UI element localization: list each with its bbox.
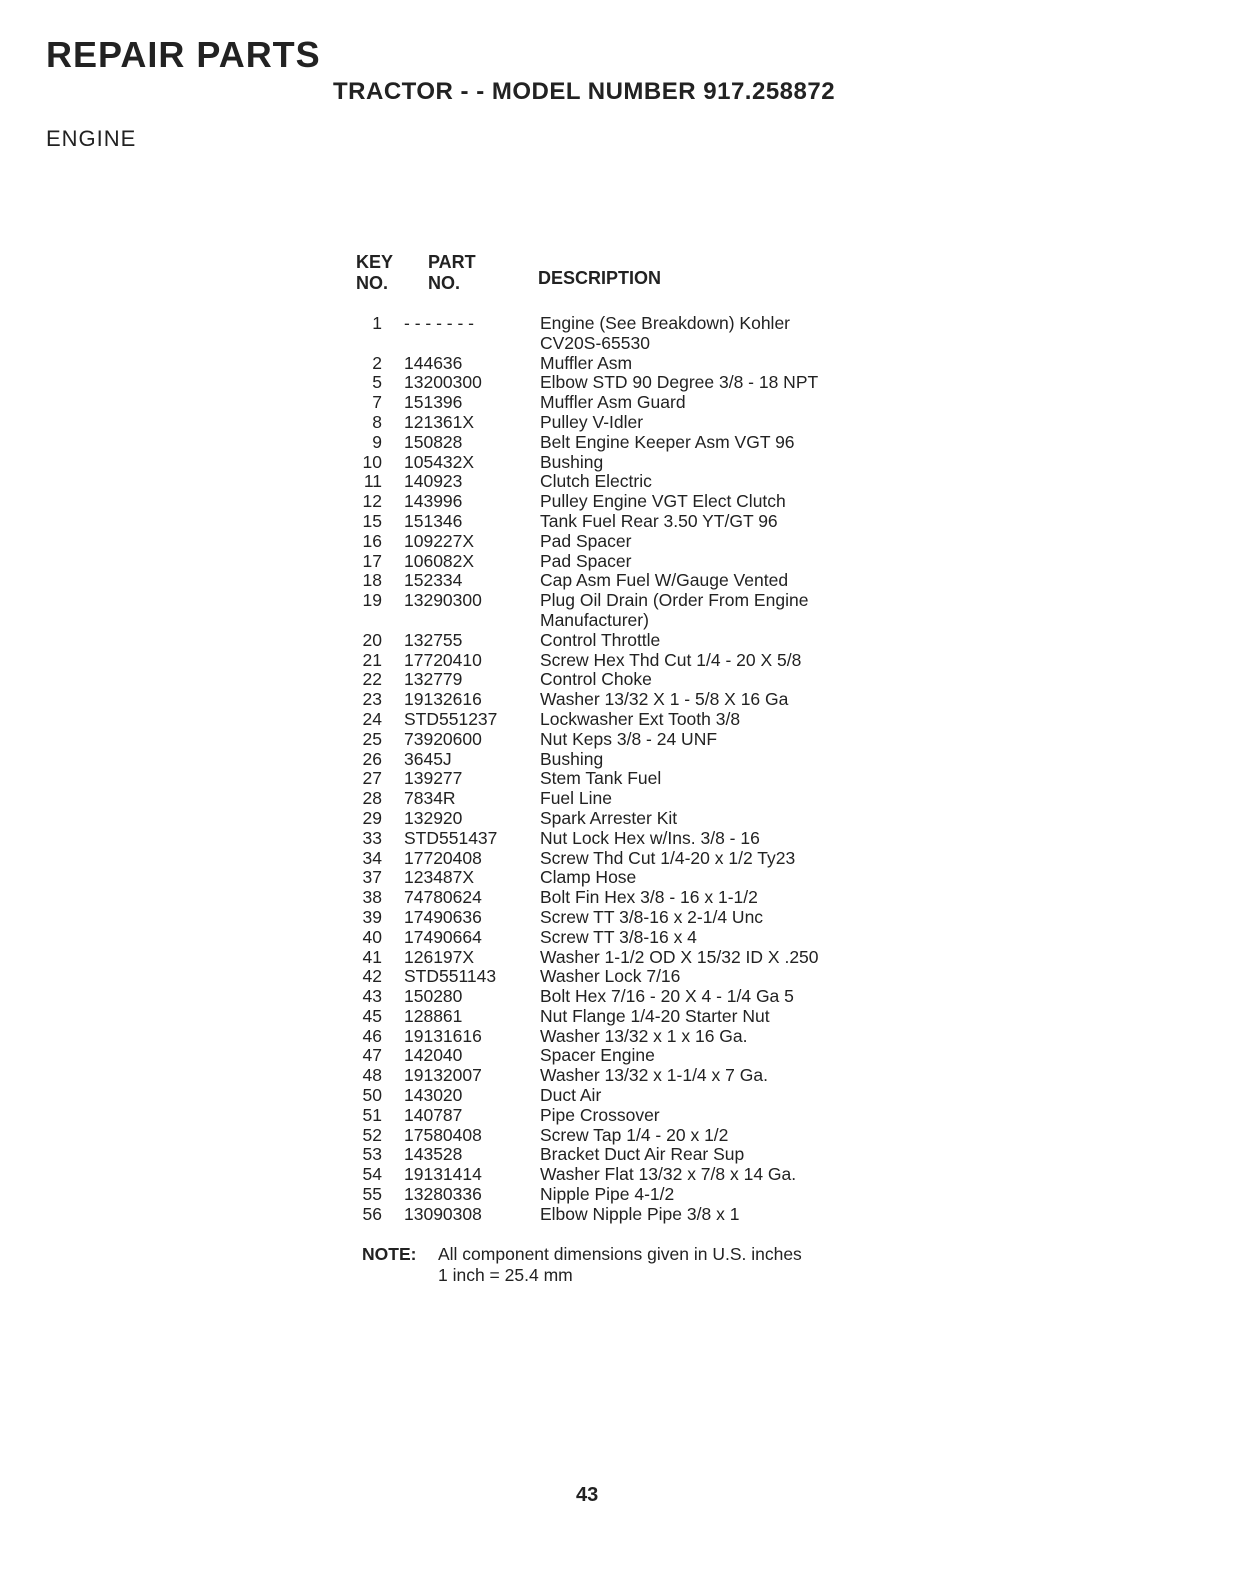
key-number: 1 bbox=[372, 313, 382, 333]
part-description bbox=[540, 750, 892, 770]
part-number: 17580408 bbox=[404, 1124, 482, 1145]
description-line: Cap Asm Fuel W/Gauge Vented bbox=[540, 570, 789, 591]
part-number: 106082X bbox=[404, 550, 475, 571]
description-line: Washer Flat 13/32 x 7/8 x 14 Ga. bbox=[540, 1164, 797, 1185]
key-number: 42 bbox=[362, 966, 382, 987]
parts-row bbox=[352, 373, 892, 393]
parts-row bbox=[352, 472, 892, 492]
parts-row bbox=[352, 1007, 892, 1027]
page-title: REPAIR PARTS bbox=[46, 34, 321, 75]
parts-row bbox=[352, 532, 892, 552]
description-line: Control Throttle bbox=[540, 629, 661, 650]
parts-row bbox=[352, 948, 892, 968]
part-number: 13090308 bbox=[404, 1203, 482, 1224]
description-line: Bushing bbox=[540, 451, 604, 472]
key-number: 51 bbox=[362, 1104, 382, 1125]
part-description bbox=[540, 928, 892, 948]
parts-row bbox=[352, 413, 892, 433]
model-number-title: TRACTOR - - MODEL NUMBER 917.258872 bbox=[333, 78, 836, 105]
description-line: Washer 13/32 X 1 - 5/8 X 16 Ga bbox=[540, 689, 789, 710]
parts-row bbox=[352, 492, 892, 512]
part-description bbox=[540, 1007, 892, 1027]
part-number: 19132007 bbox=[404, 1065, 482, 1086]
part-description bbox=[540, 1145, 892, 1165]
key-number: 29 bbox=[362, 807, 382, 828]
description-line: Spark Arrester Kit bbox=[540, 807, 678, 828]
part-description bbox=[540, 1165, 892, 1185]
parts-row bbox=[352, 908, 892, 928]
parts-row bbox=[352, 1205, 892, 1225]
parts-row bbox=[352, 849, 892, 869]
parts-row bbox=[352, 710, 892, 730]
part-number: 151396 bbox=[404, 392, 463, 413]
parts-row bbox=[352, 354, 892, 374]
description-line: Fuel Line bbox=[540, 788, 612, 809]
part-description bbox=[540, 1126, 892, 1146]
description-line: Nut Flange 1/4-20 Starter Nut bbox=[540, 1005, 770, 1026]
parts-row bbox=[352, 393, 892, 413]
part-number: 140923 bbox=[404, 471, 463, 492]
part-number: 19132616 bbox=[404, 689, 482, 710]
description-line: Screw TT 3/8-16 x 2-1/4 Unc bbox=[540, 906, 764, 927]
parts-row bbox=[352, 1106, 892, 1126]
part-description bbox=[540, 1106, 892, 1126]
key-number: 38 bbox=[362, 887, 382, 908]
parts-row bbox=[352, 433, 892, 453]
part-number: STD551237 bbox=[404, 708, 498, 729]
description-line: Muffler Asm bbox=[540, 352, 633, 373]
description-line: Pulley Engine VGT Elect Clutch bbox=[540, 491, 786, 512]
parts-row bbox=[352, 571, 892, 591]
key-number: 46 bbox=[362, 1025, 382, 1046]
part-number: 17720408 bbox=[404, 847, 482, 868]
description-line: Screw Hex Thd Cut 1/4 - 20 X 5/8 bbox=[540, 649, 802, 670]
description-line: Washer 13/32 x 1-1/4 x 7 Ga. bbox=[540, 1065, 768, 1086]
key-number: 56 bbox=[362, 1203, 382, 1224]
parts-row bbox=[352, 1046, 892, 1066]
part-number: 74780624 bbox=[404, 887, 482, 908]
part-description bbox=[540, 849, 892, 869]
parts-row bbox=[352, 670, 892, 690]
description-line: Screw Thd Cut 1/4-20 x 1/2 Ty23 bbox=[540, 847, 796, 868]
parts-row bbox=[352, 1086, 892, 1106]
part-description bbox=[540, 314, 892, 354]
part-description bbox=[540, 1027, 892, 1047]
part-number: - - - - - - - bbox=[404, 313, 474, 333]
key-number: 28 bbox=[362, 788, 382, 809]
parts-row bbox=[352, 690, 892, 710]
parts-row bbox=[352, 829, 892, 849]
part-number: 123487X bbox=[404, 867, 475, 888]
key-number: 37 bbox=[362, 867, 382, 888]
description-line: Muffler Asm Guard bbox=[540, 392, 686, 413]
description-line: Bolt Fin Hex 3/8 - 16 x 1-1/2 bbox=[540, 887, 758, 908]
key-number: 34 bbox=[362, 847, 382, 868]
part-description bbox=[540, 354, 892, 374]
description-line: Tank Fuel Rear 3.50 YT/GT 96 bbox=[540, 510, 778, 531]
part-description bbox=[540, 730, 892, 750]
description-line: Clamp Hose bbox=[540, 867, 637, 888]
note-label: NOTE: bbox=[362, 1244, 417, 1264]
parts-row bbox=[352, 1126, 892, 1146]
key-number: 33 bbox=[362, 827, 382, 848]
part-description bbox=[540, 552, 892, 572]
part-header-line1: PART bbox=[428, 252, 476, 272]
parts-row bbox=[352, 769, 892, 789]
part-number: STD551437 bbox=[404, 827, 498, 848]
key-number: 45 bbox=[362, 1005, 382, 1026]
key-number: 26 bbox=[362, 748, 382, 769]
parts-row bbox=[352, 928, 892, 948]
parts-row bbox=[352, 750, 892, 770]
parts-row bbox=[352, 967, 892, 987]
part-description bbox=[540, 769, 892, 789]
part-description bbox=[540, 948, 892, 968]
part-description bbox=[540, 1046, 892, 1066]
parts-row bbox=[352, 512, 892, 532]
key-number: 12 bbox=[362, 491, 382, 512]
part-description bbox=[540, 908, 892, 928]
part-description bbox=[540, 710, 892, 730]
key-number: 25 bbox=[362, 728, 382, 749]
part-description bbox=[540, 1066, 892, 1086]
description-line: Clutch Electric bbox=[540, 471, 652, 492]
key-number: 15 bbox=[362, 510, 382, 531]
part-number: 132779 bbox=[404, 669, 463, 690]
part-description bbox=[540, 453, 892, 473]
key-no-column-header bbox=[356, 252, 393, 294]
part-description bbox=[540, 433, 892, 453]
part-number: 13200300 bbox=[404, 372, 482, 393]
part-description bbox=[540, 651, 892, 671]
description-line: Nipple Pipe 4-1/2 bbox=[540, 1184, 675, 1205]
part-description bbox=[540, 492, 892, 512]
description-line: Pipe Crossover bbox=[540, 1104, 660, 1125]
part-description bbox=[540, 829, 892, 849]
key-number: 50 bbox=[362, 1085, 382, 1106]
description-line: Manufacturer) bbox=[540, 609, 649, 630]
description-line: Pad Spacer bbox=[540, 530, 632, 551]
part-description bbox=[540, 809, 892, 829]
part-description bbox=[540, 393, 892, 413]
description-line: Stem Tank Fuel bbox=[540, 768, 662, 789]
description-column-header: DESCRIPTION bbox=[538, 268, 662, 288]
part-description bbox=[540, 373, 892, 393]
part-description bbox=[540, 888, 892, 908]
part-number: 139277 bbox=[404, 768, 463, 789]
part-number: 109227X bbox=[404, 530, 475, 551]
description-line: Pulley V-Idler bbox=[540, 411, 644, 432]
part-number: 150828 bbox=[404, 431, 463, 452]
part-description bbox=[540, 512, 892, 532]
part-number: 132755 bbox=[404, 629, 463, 650]
description-line: Washer 13/32 x 1 x 16 Ga. bbox=[540, 1025, 748, 1046]
part-description bbox=[540, 413, 892, 433]
key-number: 11 bbox=[363, 471, 382, 492]
key-number: 43 bbox=[362, 986, 382, 1007]
key-number: 54 bbox=[362, 1164, 382, 1185]
part-number: 140787 bbox=[404, 1104, 463, 1125]
part-no-column-header bbox=[428, 252, 476, 294]
description-line: Nut Lock Hex w/Ins. 3/8 - 16 bbox=[540, 827, 760, 848]
parts-row bbox=[352, 314, 892, 354]
part-description bbox=[540, 571, 892, 591]
key-number: 48 bbox=[362, 1065, 382, 1086]
part-number: 143528 bbox=[404, 1144, 463, 1165]
description-line: Nut Keps 3/8 - 24 UNF bbox=[540, 728, 718, 749]
description-line: Pad Spacer bbox=[540, 550, 632, 571]
note bbox=[362, 1244, 802, 1286]
key-number: 16 bbox=[362, 530, 382, 551]
description-line: Bushing bbox=[540, 748, 604, 769]
key-number: 52 bbox=[362, 1124, 382, 1145]
parts-row bbox=[352, 987, 892, 1007]
part-number: 17720410 bbox=[404, 649, 482, 670]
key-number: 18 bbox=[362, 570, 382, 591]
part-number: 73920600 bbox=[404, 728, 482, 749]
part-description bbox=[540, 868, 892, 888]
key-number: 17 bbox=[362, 550, 382, 571]
parts-row bbox=[352, 888, 892, 908]
part-number: 17490636 bbox=[404, 906, 482, 927]
parts-row bbox=[352, 730, 892, 750]
parts-row bbox=[352, 1145, 892, 1165]
key-number: 9 bbox=[372, 431, 382, 452]
part-number: 19131616 bbox=[404, 1025, 482, 1046]
description-line: Engine (See Breakdown) Kohler bbox=[540, 313, 791, 333]
part-number: 128861 bbox=[404, 1005, 463, 1026]
parts-row bbox=[352, 1165, 892, 1185]
key-number: 5 bbox=[372, 372, 382, 393]
parts-row bbox=[352, 1027, 892, 1047]
parts-row bbox=[352, 591, 892, 631]
key-header-line2: NO. bbox=[356, 273, 389, 293]
part-description bbox=[540, 1086, 892, 1106]
part-description bbox=[540, 532, 892, 552]
part-number: 13290300 bbox=[404, 590, 482, 611]
key-number: 39 bbox=[362, 906, 382, 927]
key-number: 2 bbox=[372, 352, 382, 373]
parts-row bbox=[352, 1066, 892, 1086]
part-description bbox=[540, 670, 892, 690]
description-line: Screw TT 3/8-16 x 4 bbox=[540, 926, 697, 947]
part-number: 143020 bbox=[404, 1085, 463, 1106]
key-number: 47 bbox=[362, 1045, 382, 1066]
parts-row bbox=[352, 631, 892, 651]
description-line: Elbow Nipple Pipe 3/8 x 1 bbox=[540, 1203, 740, 1224]
part-number: 17490664 bbox=[404, 926, 482, 947]
key-header-line1: KEY bbox=[356, 252, 394, 272]
key-number: 40 bbox=[362, 926, 382, 947]
parts-row bbox=[352, 552, 892, 572]
description-line: Control Choke bbox=[540, 669, 652, 690]
part-description bbox=[540, 1205, 892, 1225]
part-description bbox=[540, 690, 892, 710]
part-number: 19131414 bbox=[404, 1164, 482, 1185]
note-line-1: All component dimensions given in U.S. inches bbox=[438, 1244, 802, 1264]
part-number: 150280 bbox=[404, 986, 463, 1007]
part-number: 132920 bbox=[404, 807, 463, 828]
parts-list bbox=[352, 314, 892, 1225]
description-line: Washer 1-1/2 OD X 15/32 ID X .250 bbox=[540, 946, 819, 967]
description-line: Elbow STD 90 Degree 3/8 - 18 NPT bbox=[540, 372, 819, 393]
key-number: 8 bbox=[372, 411, 382, 432]
part-number: 3645J bbox=[404, 748, 452, 769]
part-description bbox=[540, 631, 892, 651]
key-number: 19 bbox=[362, 590, 382, 611]
key-number: 20 bbox=[362, 629, 382, 650]
description-line: CV20S-65530 bbox=[540, 332, 650, 353]
parts-row bbox=[352, 453, 892, 473]
description-line: Duct Air bbox=[540, 1085, 602, 1106]
parts-row bbox=[352, 809, 892, 829]
part-description bbox=[540, 789, 892, 809]
part-number: 121361X bbox=[404, 411, 475, 432]
description-line: Bracket Duct Air Rear Sup bbox=[540, 1144, 745, 1165]
parts-row bbox=[352, 789, 892, 809]
part-description bbox=[540, 967, 892, 987]
part-description bbox=[540, 1185, 892, 1205]
description-line: Bolt Hex 7/16 - 20 X 4 - 1/4 Ga 5 bbox=[540, 986, 794, 1007]
part-description bbox=[540, 987, 892, 1007]
key-number: 7 bbox=[372, 392, 382, 413]
key-number: 53 bbox=[362, 1144, 382, 1165]
part-number: 152334 bbox=[404, 570, 463, 591]
key-number: 21 bbox=[362, 649, 382, 670]
part-number: 142040 bbox=[404, 1045, 463, 1066]
description-line: Spacer Engine bbox=[540, 1045, 655, 1066]
part-number: 151346 bbox=[404, 510, 463, 531]
page-number: 43 bbox=[576, 1484, 599, 1506]
part-number: 13280336 bbox=[404, 1184, 482, 1205]
part-number: 105432X bbox=[404, 451, 475, 472]
description-line: Belt Engine Keeper Asm VGT 96 bbox=[540, 431, 795, 452]
key-number: 41 bbox=[362, 946, 382, 967]
parts-row bbox=[352, 868, 892, 888]
part-number: STD551143 bbox=[404, 966, 497, 987]
key-number: 23 bbox=[362, 689, 382, 710]
description-line: Washer Lock 7/16 bbox=[540, 966, 681, 987]
part-number: 144636 bbox=[404, 352, 463, 373]
part-number: 7834R bbox=[404, 788, 456, 809]
note-line-2: 1 inch = 25.4 mm bbox=[438, 1265, 573, 1285]
part-number: 126197X bbox=[404, 946, 475, 967]
section-title: ENGINE bbox=[46, 126, 137, 151]
key-number: 22 bbox=[362, 669, 382, 690]
part-number: 143996 bbox=[404, 491, 463, 512]
parts-row bbox=[352, 651, 892, 671]
key-number: 55 bbox=[362, 1184, 382, 1205]
description-line: Lockwasher Ext Tooth 3/8 bbox=[540, 708, 741, 729]
key-number: 27 bbox=[362, 768, 382, 789]
description-line: Screw Tap 1/4 - 20 x 1/2 bbox=[540, 1124, 729, 1145]
part-header-line2: NO. bbox=[428, 273, 461, 293]
description-line: Plug Oil Drain (Order From Engine bbox=[540, 590, 809, 611]
parts-row bbox=[352, 1185, 892, 1205]
part-description bbox=[540, 472, 892, 492]
part-description bbox=[540, 591, 892, 631]
key-number: 10 bbox=[362, 451, 382, 472]
key-number: 24 bbox=[362, 708, 382, 729]
